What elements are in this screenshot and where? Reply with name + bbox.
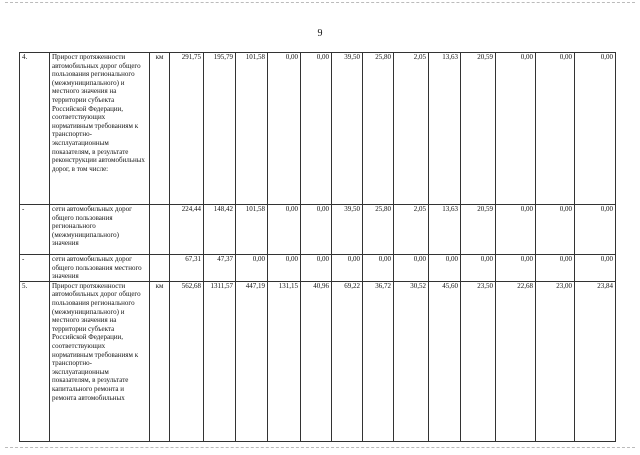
value-cell: 291,75 — [170, 53, 204, 205]
value-cell: 447,19 — [236, 281, 268, 441]
value-cell: 562,68 — [170, 281, 204, 441]
value-cell: 0,00 — [536, 53, 575, 205]
value-cell: 30,52 — [394, 281, 429, 441]
scan-top-edge — [5, 2, 635, 3]
value-cell: 36,72 — [363, 281, 394, 441]
value-cell: 22,68 — [496, 281, 536, 441]
value-cell: 39,50 — [332, 53, 363, 205]
value-cell: 0,00 — [496, 255, 536, 282]
value-cell: 0,00 — [301, 53, 332, 205]
value-cell: 0,00 — [496, 53, 536, 205]
value-cell: 39,50 — [332, 205, 363, 255]
value-cell: 0,00 — [268, 255, 301, 282]
row-unit: км — [150, 53, 170, 205]
page-number: 9 — [317, 28, 323, 39]
value-cell: 0,00 — [429, 255, 461, 282]
value-cell: 148,42 — [204, 205, 236, 255]
row-index: 5. — [20, 281, 50, 441]
value-cell: 0,00 — [236, 255, 268, 282]
value-cell: 0,00 — [536, 255, 575, 282]
row-name: Прирост протяженности автомобильных дорог общего пользования регионального (межмуниципального) и местного значения на территории субъекта Российской Федерации, соответствующих нормативным требованиям к транспортно-эксплуатационным показателям, в результате реконструкции автомобильных дорог, в том числе: — [50, 53, 150, 205]
value-cell: 25,80 — [363, 53, 394, 205]
value-cell: 20,59 — [461, 53, 496, 205]
value-cell: 23,84 — [575, 281, 616, 441]
row-unit: км — [150, 281, 170, 441]
value-cell: 0,00 — [301, 205, 332, 255]
value-cell: 0,00 — [332, 255, 363, 282]
value-cell: 23,50 — [461, 281, 496, 441]
value-cell: 67,31 — [170, 255, 204, 282]
value-cell: 40,96 — [301, 281, 332, 441]
value-cell: 20,59 — [461, 205, 496, 255]
table-row — [20, 53, 616, 205]
value-cell: 101,58 — [236, 205, 268, 255]
value-cell: 13,63 — [429, 205, 461, 255]
row-name: сети автомобильных дорог общего пользования регионального (межмуниципального) значения — [50, 205, 150, 255]
value-cell: 0,00 — [536, 205, 575, 255]
indicators-table — [19, 52, 616, 442]
row-index: - — [20, 205, 50, 255]
value-cell: 0,00 — [575, 205, 616, 255]
row-unit — [150, 255, 170, 282]
value-cell: 45,60 — [429, 281, 461, 441]
value-cell: 2,05 — [394, 205, 429, 255]
value-cell: 0,00 — [575, 53, 616, 205]
value-cell: 0,00 — [496, 205, 536, 255]
value-cell: 0,00 — [268, 53, 301, 205]
row-unit — [150, 205, 170, 255]
row-index: - — [20, 255, 50, 282]
scan-bottom-edge — [5, 447, 635, 448]
value-cell: 13,63 — [429, 53, 461, 205]
value-cell: 224,44 — [170, 205, 204, 255]
row-name: Прирост протяженности автомобильных дорог общего пользования регионального (межмуниципального) и местного значения на территории субъекта Российской Федерации, соответствующих нормативным требованиям к транспортно-эксплуатационным показателям, в результате капитального ремонта и ремонта автомобильных — [50, 281, 150, 441]
row-name: сети автомобильных дорог общего пользования местного значения — [50, 255, 150, 282]
table-row — [20, 255, 616, 282]
value-cell: 47,37 — [204, 255, 236, 282]
value-cell: 23,00 — [536, 281, 575, 441]
value-cell: 131,15 — [268, 281, 301, 441]
value-cell: 0,00 — [461, 255, 496, 282]
value-cell: 0,00 — [268, 205, 301, 255]
value-cell: 0,00 — [394, 255, 429, 282]
value-cell: 25,80 — [363, 205, 394, 255]
value-cell: 195,79 — [204, 53, 236, 205]
value-cell: 0,00 — [301, 255, 332, 282]
value-cell: 2,05 — [394, 53, 429, 205]
row-index: 4. — [20, 53, 50, 205]
table-row — [20, 205, 616, 255]
table-row — [20, 281, 616, 441]
value-cell: 1311,57 — [204, 281, 236, 441]
value-cell: 0,00 — [575, 255, 616, 282]
value-cell: 69,22 — [332, 281, 363, 441]
value-cell: 101,58 — [236, 53, 268, 205]
value-cell: 0,00 — [363, 255, 394, 282]
